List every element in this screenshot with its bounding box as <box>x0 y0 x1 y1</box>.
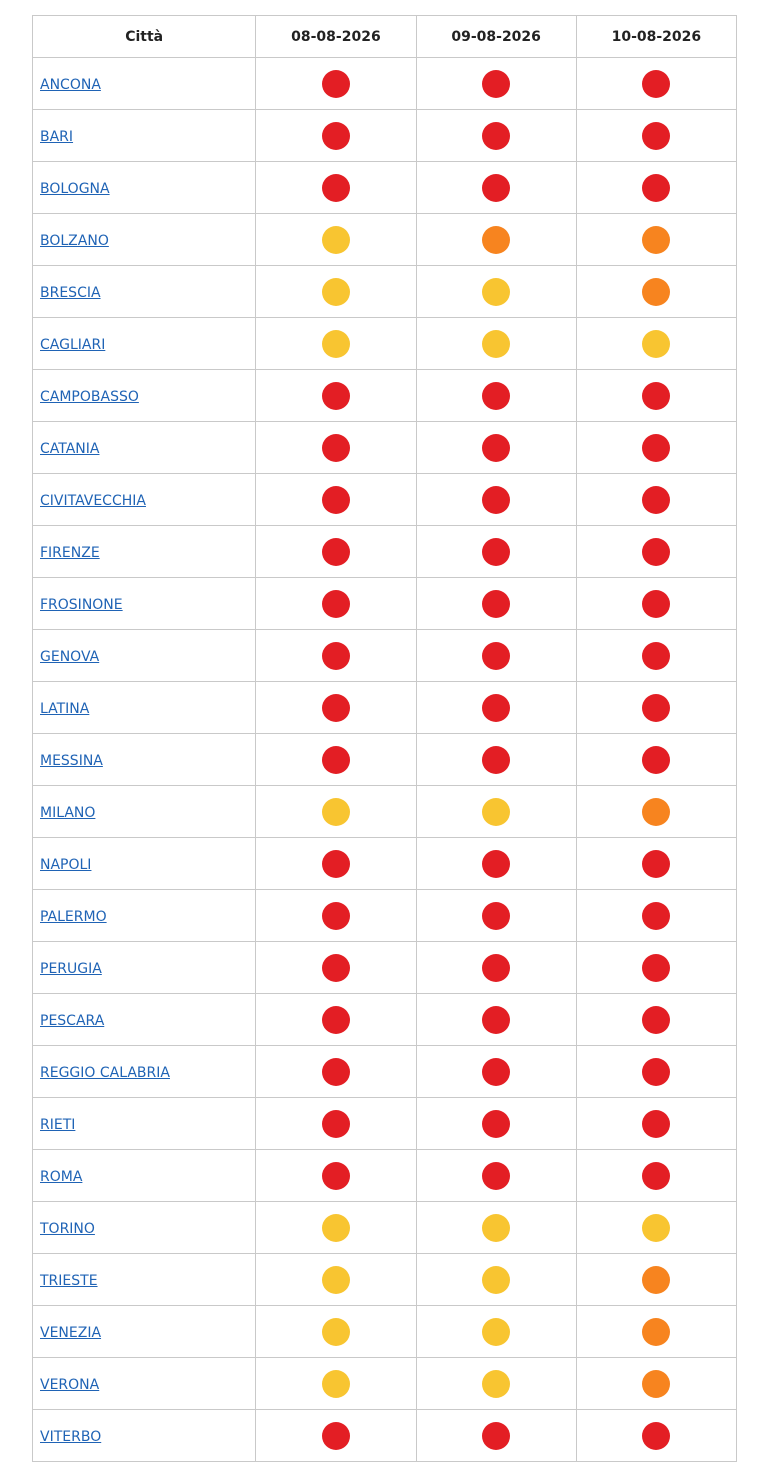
city-link[interactable]: MILANO <box>40 805 96 821</box>
risk-level-red-dot-icon <box>322 382 350 410</box>
level-cell <box>576 1150 736 1202</box>
table-header-row <box>33 16 737 58</box>
city-cell <box>33 318 256 370</box>
risk-level-red-dot-icon <box>322 1006 350 1034</box>
risk-level-red-dot-icon <box>322 590 350 618</box>
risk-level-red-dot-icon <box>482 1006 510 1034</box>
city-link[interactable]: BARI <box>40 129 74 145</box>
risk-level-red-dot-icon <box>482 1162 510 1190</box>
level-cell <box>576 58 736 110</box>
risk-level-red-dot-icon <box>482 70 510 98</box>
city-cell <box>33 1150 256 1202</box>
city-link[interactable]: FROSINONE <box>40 597 123 613</box>
level-cell <box>416 1410 576 1462</box>
risk-level-red-dot-icon <box>322 1422 350 1450</box>
level-cell <box>256 1358 416 1410</box>
table-row <box>33 422 737 474</box>
column-header-day-3: 10-08-2026 <box>576 16 736 58</box>
risk-level-orange-dot-icon <box>642 278 670 306</box>
risk-level-orange-dot-icon <box>482 226 510 254</box>
level-cell <box>576 994 736 1046</box>
risk-level-red-dot-icon <box>322 434 350 462</box>
city-cell <box>33 942 256 994</box>
city-cell <box>33 422 256 474</box>
level-cell <box>576 318 736 370</box>
city-link[interactable]: CAMPOBASSO <box>40 389 139 405</box>
risk-level-red-dot-icon <box>642 382 670 410</box>
table-body <box>33 58 737 1462</box>
risk-level-yellow-dot-icon <box>482 330 510 358</box>
risk-level-red-dot-icon <box>642 538 670 566</box>
table-row <box>33 474 737 526</box>
level-cell <box>256 370 416 422</box>
city-cell <box>33 526 256 578</box>
level-cell <box>256 110 416 162</box>
risk-level-red-dot-icon <box>642 1422 670 1450</box>
risk-level-red-dot-icon <box>642 122 670 150</box>
risk-level-red-dot-icon <box>322 1110 350 1138</box>
risk-level-red-dot-icon <box>642 902 670 930</box>
level-cell <box>256 1150 416 1202</box>
city-link[interactable]: TRIESTE <box>40 1273 98 1289</box>
risk-level-red-dot-icon <box>642 174 670 202</box>
table-row <box>33 1254 737 1306</box>
level-cell <box>416 786 576 838</box>
risk-level-red-dot-icon <box>642 1006 670 1034</box>
level-cell <box>416 266 576 318</box>
level-cell <box>256 474 416 526</box>
level-cell <box>576 474 736 526</box>
level-cell <box>576 1410 736 1462</box>
heat-bulletin-table-container <box>32 15 737 1462</box>
risk-level-orange-dot-icon <box>642 798 670 826</box>
risk-level-yellow-dot-icon <box>482 1318 510 1346</box>
level-cell <box>576 370 736 422</box>
risk-level-yellow-dot-icon <box>482 1370 510 1398</box>
city-link[interactable]: ANCONA <box>40 77 101 93</box>
level-cell <box>256 1306 416 1358</box>
level-cell <box>256 266 416 318</box>
heat-bulletin-table <box>32 15 737 1462</box>
risk-level-red-dot-icon <box>482 1058 510 1086</box>
risk-level-yellow-dot-icon <box>322 798 350 826</box>
city-link[interactable]: VITERBO <box>40 1429 102 1445</box>
city-link[interactable]: PERUGIA <box>40 961 102 977</box>
risk-level-yellow-dot-icon <box>482 1266 510 1294</box>
level-cell <box>416 58 576 110</box>
level-cell <box>256 734 416 786</box>
city-cell <box>33 1202 256 1254</box>
level-cell <box>576 734 736 786</box>
risk-level-orange-dot-icon <box>642 226 670 254</box>
level-cell <box>416 890 576 942</box>
level-cell <box>416 1150 576 1202</box>
level-cell <box>256 682 416 734</box>
table-row <box>33 58 737 110</box>
risk-level-red-dot-icon <box>322 70 350 98</box>
level-cell <box>576 1098 736 1150</box>
level-cell <box>256 526 416 578</box>
level-cell <box>576 838 736 890</box>
level-cell <box>416 994 576 1046</box>
level-cell <box>416 110 576 162</box>
city-link[interactable]: FIRENZE <box>40 545 100 561</box>
level-cell <box>256 630 416 682</box>
risk-level-red-dot-icon <box>482 902 510 930</box>
table-row <box>33 162 737 214</box>
level-cell <box>256 942 416 994</box>
risk-level-yellow-dot-icon <box>322 330 350 358</box>
level-cell <box>416 942 576 994</box>
risk-level-red-dot-icon <box>322 122 350 150</box>
risk-level-yellow-dot-icon <box>322 1370 350 1398</box>
risk-level-red-dot-icon <box>322 1058 350 1086</box>
level-cell <box>416 1202 576 1254</box>
risk-level-red-dot-icon <box>482 1110 510 1138</box>
level-cell <box>416 578 576 630</box>
level-cell <box>256 890 416 942</box>
risk-level-red-dot-icon <box>482 694 510 722</box>
risk-level-yellow-dot-icon <box>322 1214 350 1242</box>
level-cell <box>576 110 736 162</box>
city-link[interactable]: LATINA <box>40 701 90 717</box>
city-cell <box>33 578 256 630</box>
level-cell <box>576 682 736 734</box>
level-cell <box>576 1358 736 1410</box>
city-link[interactable]: CIVITAVECCHIA <box>40 493 146 509</box>
city-link[interactable]: PESCARA <box>40 1013 105 1029</box>
risk-level-red-dot-icon <box>642 746 670 774</box>
table-row <box>33 526 737 578</box>
column-header-day-2: 09-08-2026 <box>416 16 576 58</box>
level-cell <box>576 266 736 318</box>
level-cell <box>576 1254 736 1306</box>
risk-level-yellow-dot-icon <box>482 278 510 306</box>
level-cell <box>416 1306 576 1358</box>
risk-level-yellow-dot-icon <box>642 330 670 358</box>
city-link[interactable]: BRESCIA <box>40 285 101 301</box>
table-row <box>33 1098 737 1150</box>
level-cell <box>416 474 576 526</box>
level-cell <box>576 1046 736 1098</box>
risk-level-red-dot-icon <box>482 174 510 202</box>
level-cell <box>576 214 736 266</box>
table-row <box>33 890 737 942</box>
risk-level-yellow-dot-icon <box>482 798 510 826</box>
level-cell <box>256 838 416 890</box>
risk-level-red-dot-icon <box>482 434 510 462</box>
risk-level-yellow-dot-icon <box>322 1266 350 1294</box>
level-cell <box>416 1046 576 1098</box>
level-cell <box>416 526 576 578</box>
risk-level-red-dot-icon <box>322 954 350 982</box>
level-cell <box>256 162 416 214</box>
risk-level-red-dot-icon <box>482 122 510 150</box>
city-link[interactable]: VERONA <box>40 1377 100 1393</box>
risk-level-red-dot-icon <box>322 850 350 878</box>
table-row <box>33 1410 737 1462</box>
risk-level-red-dot-icon <box>322 902 350 930</box>
risk-level-red-dot-icon <box>322 746 350 774</box>
risk-level-red-dot-icon <box>482 746 510 774</box>
level-cell <box>416 214 576 266</box>
level-cell <box>416 630 576 682</box>
city-cell <box>33 110 256 162</box>
risk-level-red-dot-icon <box>642 1058 670 1086</box>
table-row <box>33 786 737 838</box>
table-row <box>33 214 737 266</box>
city-link[interactable]: REGGIO CALABRIA <box>40 1065 170 1081</box>
level-cell <box>576 890 736 942</box>
risk-level-red-dot-icon <box>642 70 670 98</box>
city-cell <box>33 214 256 266</box>
table-row <box>33 838 737 890</box>
level-cell <box>416 370 576 422</box>
level-cell <box>256 58 416 110</box>
city-link[interactable]: VENEZIA <box>40 1325 102 1341</box>
city-cell <box>33 994 256 1046</box>
city-cell <box>33 734 256 786</box>
column-header-day-1: 08-08-2026 <box>256 16 416 58</box>
risk-level-red-dot-icon <box>642 486 670 514</box>
city-cell <box>33 890 256 942</box>
risk-level-red-dot-icon <box>322 538 350 566</box>
city-link[interactable]: CAGLIARI <box>40 337 106 353</box>
level-cell <box>256 1098 416 1150</box>
risk-level-red-dot-icon <box>482 850 510 878</box>
city-cell <box>33 630 256 682</box>
city-cell <box>33 1098 256 1150</box>
level-cell <box>256 1254 416 1306</box>
risk-level-red-dot-icon <box>482 590 510 618</box>
table-row <box>33 1150 737 1202</box>
city-link[interactable]: ROMA <box>40 1169 83 1185</box>
city-cell <box>33 162 256 214</box>
city-cell <box>33 1046 256 1098</box>
table-row <box>33 318 737 370</box>
risk-level-red-dot-icon <box>642 1110 670 1138</box>
level-cell <box>576 1202 736 1254</box>
level-cell <box>416 1254 576 1306</box>
level-cell <box>256 786 416 838</box>
city-link[interactable]: TORINO <box>40 1221 95 1237</box>
table-row <box>33 942 737 994</box>
table-row <box>33 1202 737 1254</box>
risk-level-red-dot-icon <box>482 382 510 410</box>
risk-level-orange-dot-icon <box>642 1318 670 1346</box>
table-row <box>33 1358 737 1410</box>
city-link[interactable]: GENOVA <box>40 649 100 665</box>
city-cell <box>33 1254 256 1306</box>
city-cell <box>33 1410 256 1462</box>
level-cell <box>256 578 416 630</box>
city-cell <box>33 786 256 838</box>
level-cell <box>576 786 736 838</box>
risk-level-red-dot-icon <box>482 642 510 670</box>
table-row <box>33 1306 737 1358</box>
city-cell <box>33 838 256 890</box>
risk-level-red-dot-icon <box>642 590 670 618</box>
table-row <box>33 994 737 1046</box>
level-cell <box>256 1202 416 1254</box>
level-cell <box>256 994 416 1046</box>
risk-level-orange-dot-icon <box>642 1266 670 1294</box>
city-cell <box>33 1358 256 1410</box>
table-row <box>33 1046 737 1098</box>
table-row <box>33 734 737 786</box>
level-cell <box>416 318 576 370</box>
city-cell <box>33 58 256 110</box>
risk-level-red-dot-icon <box>482 954 510 982</box>
risk-level-red-dot-icon <box>322 486 350 514</box>
risk-level-yellow-dot-icon <box>322 278 350 306</box>
risk-level-red-dot-icon <box>322 642 350 670</box>
table-row <box>33 110 737 162</box>
level-cell <box>576 422 736 474</box>
city-link[interactable]: BOLOGNA <box>40 181 110 197</box>
table-row <box>33 578 737 630</box>
level-cell <box>416 1098 576 1150</box>
column-header-city: Città <box>33 16 256 58</box>
city-cell <box>33 1306 256 1358</box>
risk-level-red-dot-icon <box>642 1162 670 1190</box>
risk-level-red-dot-icon <box>322 694 350 722</box>
risk-level-orange-dot-icon <box>642 1370 670 1398</box>
risk-level-red-dot-icon <box>642 642 670 670</box>
level-cell <box>416 162 576 214</box>
risk-level-red-dot-icon <box>642 434 670 462</box>
city-cell <box>33 370 256 422</box>
risk-level-red-dot-icon <box>482 1422 510 1450</box>
risk-level-yellow-dot-icon <box>322 1318 350 1346</box>
city-link[interactable]: RIETI <box>40 1117 76 1133</box>
risk-level-red-dot-icon <box>322 1162 350 1190</box>
risk-level-red-dot-icon <box>642 694 670 722</box>
risk-level-red-dot-icon <box>642 954 670 982</box>
level-cell <box>256 1046 416 1098</box>
table-row <box>33 370 737 422</box>
city-link[interactable]: MESSINA <box>40 753 103 769</box>
risk-level-red-dot-icon <box>322 174 350 202</box>
level-cell <box>416 422 576 474</box>
risk-level-red-dot-icon <box>482 486 510 514</box>
risk-level-yellow-dot-icon <box>322 226 350 254</box>
level-cell <box>576 526 736 578</box>
level-cell <box>416 1358 576 1410</box>
table-row <box>33 266 737 318</box>
level-cell <box>256 214 416 266</box>
risk-level-red-dot-icon <box>642 850 670 878</box>
level-cell <box>576 578 736 630</box>
city-cell <box>33 682 256 734</box>
city-cell <box>33 266 256 318</box>
level-cell <box>256 422 416 474</box>
level-cell <box>416 682 576 734</box>
risk-level-yellow-dot-icon <box>642 1214 670 1242</box>
risk-level-red-dot-icon <box>482 538 510 566</box>
level-cell <box>576 630 736 682</box>
level-cell <box>576 942 736 994</box>
city-link[interactable]: NAPOLI <box>40 857 92 873</box>
city-link[interactable]: CATANIA <box>40 441 100 457</box>
city-link[interactable]: BOLZANO <box>40 233 109 249</box>
level-cell <box>256 318 416 370</box>
table-row <box>33 682 737 734</box>
risk-level-yellow-dot-icon <box>482 1214 510 1242</box>
level-cell <box>416 734 576 786</box>
city-cell <box>33 474 256 526</box>
level-cell <box>256 1410 416 1462</box>
level-cell <box>576 162 736 214</box>
table-row <box>33 630 737 682</box>
city-link[interactable]: PALERMO <box>40 909 107 925</box>
level-cell <box>576 1306 736 1358</box>
level-cell <box>416 838 576 890</box>
